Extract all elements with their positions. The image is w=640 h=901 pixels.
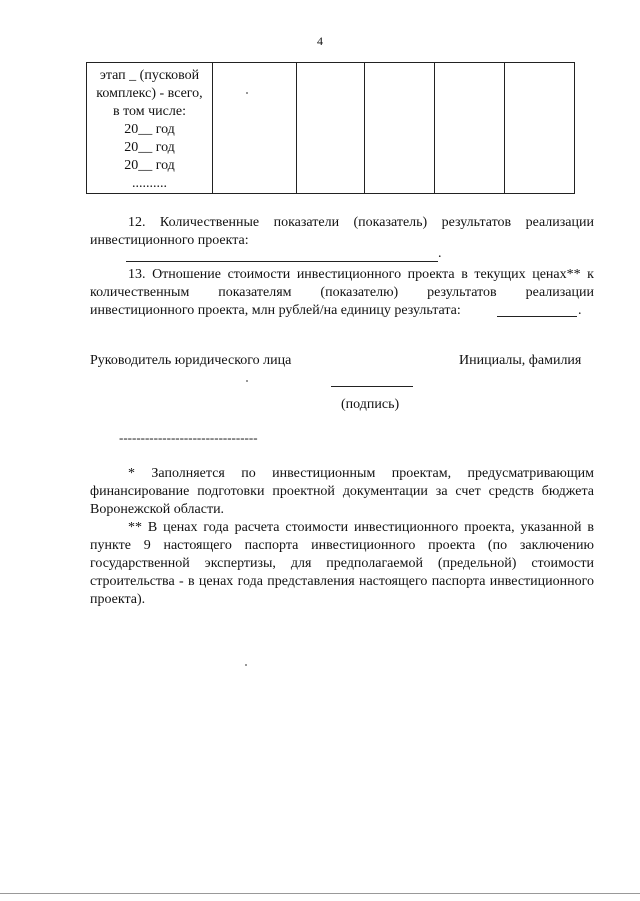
- page-number: 4: [317, 34, 323, 48]
- item-13-blank-line: [497, 302, 577, 317]
- item-13-line-end: .: [578, 303, 582, 318]
- footnote-1: * Заполняется по инвестиционным проектам, предусматривающим финансирование подготовки проектной документации за счет средств бюджета Воронежской области.: [90, 466, 594, 517]
- page-bottom-edge: [0, 893, 640, 894]
- item-12-line-end: .: [438, 246, 442, 261]
- stage-label-line: в том числе:: [113, 104, 186, 119]
- ellipsis-line: ..........: [132, 176, 167, 191]
- table-cell: [435, 63, 505, 194]
- table-cell: [365, 63, 435, 194]
- initials-surname-label: Инициалы, фамилия: [459, 353, 582, 368]
- item-12-blank-line: [126, 247, 438, 262]
- year-line: 20__ год: [124, 122, 175, 137]
- stage-label-cell: [87, 63, 213, 194]
- stage-label-line: этап _ (пусковой: [99, 68, 200, 83]
- head-of-entity-label: Руководитель юридического лица: [90, 353, 292, 368]
- table-row: [87, 63, 575, 194]
- table-cell: [505, 63, 575, 194]
- table-cell: [213, 63, 297, 194]
- footnote-2: ** В ценах года расчета стоимости инвестиционного проекта, указанной в пункте 9 настоящего паспорта инвестиционного проекта (по заключению государственной экспертизы, для предполагаемой (предельной) стоимости строительства - в ценах года представления настоящего паспорта инвестиционного проекта).: [90, 520, 594, 607]
- year-line: 20__ год: [124, 140, 175, 155]
- scan-speck: [246, 92, 248, 94]
- table-cell: [297, 63, 365, 194]
- scan-speck: [246, 380, 248, 382]
- signature-line: [331, 386, 413, 387]
- footnote-separator: --------------------------------: [119, 430, 258, 445]
- stage-label-line: комплекс) - всего,: [96, 86, 203, 101]
- stage-table: [86, 62, 575, 194]
- signature-caption: (подпись): [341, 397, 400, 412]
- year-line: 20__ год: [124, 158, 175, 173]
- item-13-text: 13. Отношение стоимости инвестиционного проекта в текущих ценах** к количественным показателям (показателю) результатов реализации инвестиционного проекта, млн рублей/на единицу результата:: [90, 267, 594, 318]
- scan-speck: [245, 664, 247, 666]
- item-12-text: 12. Количественные показатели (показатель) результатов реализации инвестиционного проекта:: [90, 215, 594, 248]
